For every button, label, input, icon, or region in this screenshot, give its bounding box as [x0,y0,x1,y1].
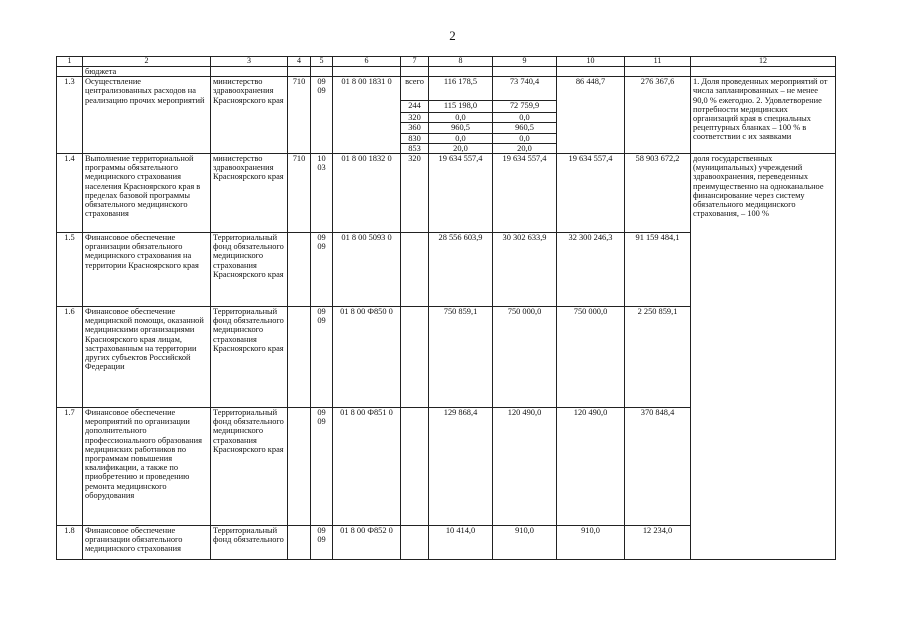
row-y1: 20,0 [429,143,493,153]
row-y2: 20,0 [493,143,557,153]
row-name: Осуществление централизованных расходов на реализацию прочих мероприятий [83,77,211,154]
page-number: 2 [449,28,456,43]
row-y3: 750 000,0 [557,307,625,408]
row-grbs: 710 [288,154,311,233]
row-y2: 19 634 557,4 [493,154,557,233]
header-cell: 6 [333,57,401,67]
row-y2: 0,0 [493,113,557,123]
row-rzpr: 09 09 [311,526,333,560]
row-y2: 72 759,9 [493,101,557,113]
header-cell: 1 [57,57,83,67]
row-y3: 910,0 [557,526,625,560]
row-result: доля государственных (муниципальных) учреждений здравоохранения, переведенных преимущественно на одноканальное финансирование через систему обязательного медицинского страхования, – 100 % [691,154,836,560]
row-executor: Территориальный фонд обязательного медицинского страхования Красноярского края [211,408,288,526]
row-name: Финансовое обеспечение медицинской помощи, оказанной медицинскими организациями Красноярского края лицам, застрахованным на территории других субъектов Российской Федерации [83,307,211,408]
row-number: 1.6 [57,307,83,408]
row-total: 370 848,4 [625,408,691,526]
row-rzpr: 09 09 [311,77,333,154]
row-result: 1. Доля проведенных мероприятий от числа запланированных – не менее 90,0 % ежегодно. 2. Удовлетворение потребности медицинских организаций края в специальных рецептурных бланках – 100 % в соответствии с их заявками [691,77,836,154]
row-grbs: 710 [288,77,311,154]
row-number: 1.5 [57,233,83,307]
header-cell: 5 [311,57,333,67]
row-name: Выполнение территориальной программы обязательного медицинского страхования населения Красноярского края в пределах базовой программы обязательного медицинского страхования [83,154,211,233]
header-cell: 2 [83,57,211,67]
header-cell: 10 [557,57,625,67]
header-row [57,57,836,67]
row-csr: 01 8 00 Ф850 0 [333,307,401,408]
row-rzpr: 09 09 [311,307,333,408]
row-y2: 910,0 [493,526,557,560]
row-executor: министерство здравоохранения Красноярского края [211,154,288,233]
row-y2: 0,0 [493,133,557,143]
row-rzpr: 10 03 [311,154,333,233]
row-number: 1.7 [57,408,83,526]
row-y1: 0,0 [429,133,493,143]
row-y3: 86 448,7 [557,77,625,154]
row-vr: 853 [401,143,429,153]
row-y2: 30 302 633,9 [493,233,557,307]
header-cell: 12 [691,57,836,67]
row-executor: министерство здравоохранения Красноярского края [211,77,288,154]
row-y1: 19 634 557,4 [429,154,493,233]
header-cell: 9 [493,57,557,67]
row-csr: 01 8 00 Ф852 0 [333,526,401,560]
row-executor: Территориальный фонд обязательного [211,526,288,560]
row-y1: 28 556 603,9 [429,233,493,307]
header-cell: 11 [625,57,691,67]
row-rzpr: 09 09 [311,233,333,307]
row-vr: всего [401,77,429,101]
top-cell: бюджета [83,67,211,77]
row-vr: 320 [401,154,429,233]
row-y2: 960,5 [493,123,557,133]
row-csr: 01 8 00 5093 0 [333,233,401,307]
row-y2: 750 000,0 [493,307,557,408]
row-total: 58 903 672,2 [625,154,691,233]
table-row [57,154,836,233]
program-table [56,56,836,560]
row-y3: 19 634 557,4 [557,154,625,233]
row-y1: 115 198,0 [429,101,493,113]
row-csr: 01 8 00 1832 0 [333,154,401,233]
row-rzpr: 09 09 [311,408,333,526]
row-y3: 120 490,0 [557,408,625,526]
row-y2: 120 490,0 [493,408,557,526]
row-total: 91 159 484,1 [625,233,691,307]
row-number: 1.4 [57,154,83,233]
row-y1: 116 178,5 [429,77,493,101]
row-total: 276 367,6 [625,77,691,154]
header-cell: 8 [429,57,493,67]
row-executor: Территориальный фонд обязательного медицинского страхования Красноярского края [211,307,288,408]
row-total: 2 250 859,1 [625,307,691,408]
row-number: 1.3 [57,77,83,154]
row-vr: 320 [401,113,429,123]
table-row [57,67,836,77]
row-vr: 360 [401,123,429,133]
row-y1: 129 868,4 [429,408,493,526]
row-y3: 32 300 246,3 [557,233,625,307]
row-name: Финансовое обеспечение организации обязательного медицинского страхования на территории Красноярского края [83,233,211,307]
row-y1: 960,5 [429,123,493,133]
row-total: 12 234,0 [625,526,691,560]
row-csr: 01 8 00 1831 0 [333,77,401,154]
header-cell: 7 [401,57,429,67]
row-vr: 244 [401,101,429,113]
row-y1: 750 859,1 [429,307,493,408]
row-csr: 01 8 00 Ф851 0 [333,408,401,526]
header-cell: 4 [288,57,311,67]
row-vr: 830 [401,133,429,143]
row-name: Финансовое обеспечение организации обязательного медицинского страхования [83,526,211,560]
row-y1: 0,0 [429,113,493,123]
row-y2: 73 740,4 [493,77,557,101]
row-y1: 10 414,0 [429,526,493,560]
row-executor: Территориальный фонд обязательного медицинского страхования Красноярского края [211,233,288,307]
table-row [57,77,836,101]
row-name: Финансовое обеспечение мероприятий по организации дополнительного профессионального образования медицинских работников по программам повышения квалификации, а также по приобретению и проведению ремонта медицинского оборудования [83,408,211,526]
row-number: 1.8 [57,526,83,560]
header-cell: 3 [211,57,288,67]
